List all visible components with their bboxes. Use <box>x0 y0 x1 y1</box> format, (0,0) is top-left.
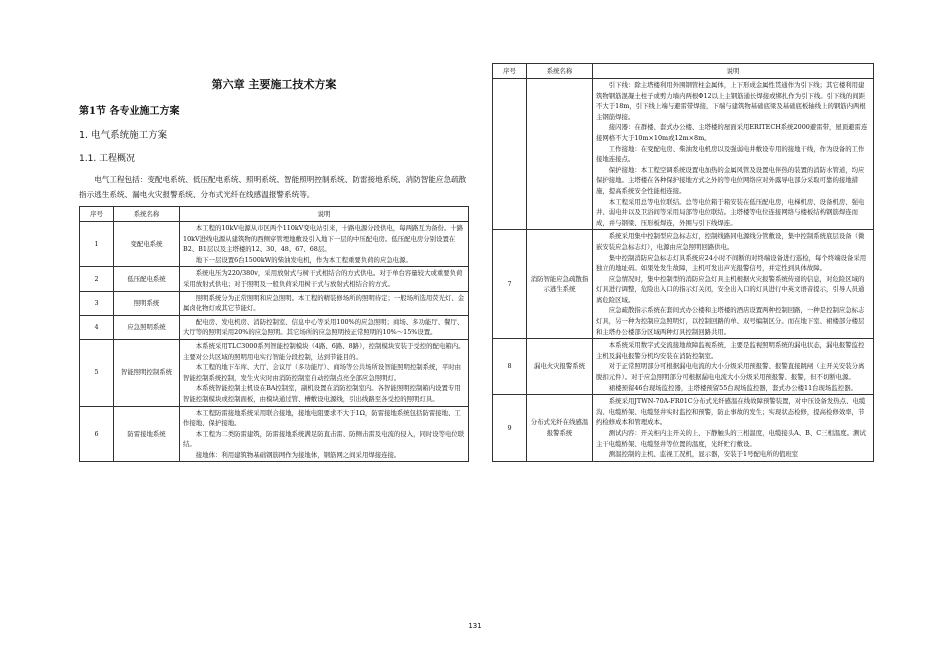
intro-paragraph: 电气工程包括：变配电系统、低压配电系统、照明系统、智能照明控制系统、防雷接地系统、消防智能应急疏散指示逃生系统、漏电火灾报警系统、分布式光纤在线感温报警系统等。 <box>79 175 467 199</box>
system-description <box>180 267 469 291</box>
description-paragraph: 应急疏散指示系统在套间式办公楼和主塔楼的酒店设置两种控制回路，一种是控制应急标志灯具，另一种为控制应急照明灯，以控制回路的单、双号编制区分。而在地下室、裙楼部分楼层和主塔办公楼部分区域两种灯具控制回路共用。 <box>596 306 865 336</box>
description-paragraph: 本工程的地下车库、大厅、会议厅（多功能厅）、商场等公共场所设智能照明控制系统，平时由智能控制系统控制，发生火灾时由消防控制室自动控制点亮全部应急照明灯。 <box>183 363 462 382</box>
system-name <box>527 79 593 230</box>
table-header-row <box>493 64 874 79</box>
description-paragraph: 本工程为二类防雷建筑，防雷接地系统满足防直击雷、防侧击雷及电流的侵入，同时设等电位联结。 <box>183 429 465 449</box>
header-desc: 说明 <box>180 207 469 222</box>
description-paragraph: 本工程防雷接地系统采用联合接地，接地电阻要求不大于1Ω，防雷接地系统包括防雷接地、工作接地、保护接地。 <box>183 408 461 428</box>
description-paragraph: 本系统智能控制主机设在BA控制室，副机设置在消防控制室内。各智能照明控制箱内设置专用智能控制模块或控制面板，由模块通过管、槽敷设电源线，引出线路至各受控的照明灯具。 <box>183 384 461 403</box>
system-name: 应急照明系统 <box>114 315 180 339</box>
system-name: 分布式光纤在线感温报警系统 <box>527 395 593 462</box>
chapter-title: 第六章 主要施工技术方案 <box>211 78 337 91</box>
subsection-title: 1. 电气系统施工方案 <box>79 130 168 141</box>
system-name: 防雷接地系统 <box>114 406 180 462</box>
system-name: 漏电火灾报警系统 <box>527 339 593 395</box>
systems-table-left <box>79 206 469 462</box>
page-number: 131 <box>468 622 482 630</box>
system-description <box>180 406 469 462</box>
description-paragraph: 测温控制的主机、监视工况机，显示器，安装于1号配电所的值班室 <box>608 450 799 459</box>
description-paragraph: 系统采用集中控制型应急标志灯，控制线路同电源线分管敷设，集中控制系统底层设备（微嵌安装应急标志灯），电源由应急照明回路供电。 <box>596 232 865 251</box>
description-paragraph: 引下线：除主塔楼利用外围钢管柱金属体，上下形成金属性贯通作为引下线；其它楼利用建筑物钢筋混凝土柱子或剪力墙内两根Φ12以上主钢筋通长焊接或绑扎作为引下线。引下线的间距不大于18m，引下线上端与避雷带焊接，下端与建筑物基础底梁及基础底板轴线上的钢筋内两根主钢筋焊接。 <box>596 81 866 121</box>
row-number: 4 <box>80 315 114 339</box>
system-name: 变配电系统 <box>114 222 180 267</box>
description-paragraph: 本工程的10kV电源从市区两个110kV变电站引来，十路电源分段供电，每两路互为备份。十路10kV进线电源从建筑物的西侧穿管埋地敷设引入地下一层的中压配电房。低压配电房分别设置在B2、B1层以及主塔楼的12、30、48、67、68层。 <box>183 224 464 254</box>
system-description <box>593 79 874 230</box>
description-paragraph: 测试内容：开关柜内主开关的上、下静触头的三相温度，电缆接头A、B、C三相温度。测试主干电缆桥架、电缆竖井等位置的温度，光纤贮行敷设。 <box>596 429 866 448</box>
header-name: 系统名称 <box>527 64 593 79</box>
row-number: 5 <box>80 339 114 406</box>
row-number: 3 <box>80 291 114 315</box>
table-row <box>80 267 469 291</box>
description-paragraph: 应急情况时，集中控制型的消防应急灯具主机根据火灾报警系统传递的信息，对危险区域的灯具进行调整，危险出入口的指示灯关闭，安全出入口的灯具进行中英文语音提示，引导人员通离危险区域。 <box>596 274 865 304</box>
table-row <box>493 395 874 462</box>
row-number: 9 <box>493 395 527 462</box>
header-no: 序号 <box>493 64 527 79</box>
header-no: 序号 <box>80 207 114 222</box>
table-row <box>80 339 469 406</box>
description-paragraph: 接闪器：在群楼、套式办公楼、主塔楼的屋面采用ERITECH系统2000避雷带，屋顶避雷连接网格不大于10m×10m或12m×8m。 <box>596 123 868 142</box>
description-paragraph: 本系统采用数字式交流接地故障监视系统，主要是监视照明系统的漏电状态，漏电报警监控主机及漏电报警分机均安装在消防控制室。 <box>596 341 865 360</box>
table-row <box>493 79 874 230</box>
description-paragraph: 本工程采用总等电位联结。总等电位箱于箱安装在低压配电房，电梯机房、设备机房、强电井、弱电井以及卫浴间等采用局部等电位联结。主塔楼等电位连接网络与楼板结构钢筋焊连而成，并与钢梁、压形板焊连，外围与引下线焊连。 <box>596 197 865 227</box>
system-description <box>593 230 874 339</box>
description-paragraph: 接地体：利用建筑物基础钢筋网作为接地体，钢筋网之间采用焊接连接。 <box>195 450 401 459</box>
row-number <box>493 79 527 230</box>
system-name: 低压配电系统 <box>114 267 180 291</box>
header-desc: 说明 <box>593 64 874 79</box>
system-name: 智能照明控制系统 <box>114 339 180 406</box>
description-paragraph: 对于正常照明部分可根据漏电电流的大小分级采用预报警、报警直接跳闸（主开关安装分离脱扣元件）。对于应急照明部分可根据漏电电流大小分级采用预报警、报警，但不切断电源。 <box>596 362 865 382</box>
row-number: 1 <box>80 222 114 267</box>
description-paragraph: 保护接地：本工程空调系统设置电加热的金属风管及设置电伴热的装置的消防水管道，均应保护接地。主塔楼在各种保护接地方式之外的等电位网络应对外露导电部分采取可靠的接地措施，提高系统安全性能相连接。 <box>596 165 865 195</box>
left-column <box>79 68 469 462</box>
row-number: 7 <box>493 230 527 339</box>
table-row <box>493 339 874 395</box>
right-column <box>492 63 874 462</box>
system-description <box>180 222 469 267</box>
system-description <box>180 291 469 315</box>
system-description <box>593 395 874 462</box>
systems-table-right <box>492 63 874 462</box>
description-paragraph: 裙楼预留46台现场监控器，主塔楼预留55台现场监控器，套式办公楼11台现场监控器。 <box>608 383 857 392</box>
description-paragraph: 地下一层设置6台1500kW的柴油发电机，作为本工程重要负荷的应急电源。 <box>195 255 412 264</box>
table-body-left <box>80 222 469 462</box>
system-description <box>180 339 469 406</box>
table-row <box>80 291 469 315</box>
description-paragraph: 配电房、发电机房、消防控制室、信息中心等采用100%的应急照明；商场、多功能厅、餐厅、大厅等的照明采用20%的应急照明。其它场所的应急照明按正常照明的10%～15%设置。 <box>183 317 464 337</box>
system-description <box>593 339 874 395</box>
header-name: 系统名称 <box>114 207 180 222</box>
table-body-right <box>493 79 874 462</box>
system-name: 照明系统 <box>114 291 180 315</box>
row-number: 2 <box>80 267 114 291</box>
table-row <box>80 315 469 339</box>
description-paragraph: 集中控制消防应急标志灯具系统应24小时不间断的对终端设备进行巡检，每个终端设备采用独立的地址码。如果处发生故障，主机可发出声光报警信号，并定性到具体故障。 <box>596 253 867 273</box>
row-number: 8 <box>493 339 527 395</box>
table-row <box>493 230 874 339</box>
row-number: 6 <box>80 406 114 462</box>
table-header-row <box>80 207 469 222</box>
description-paragraph: 照明系统分为正常照明和应急照明。本工程的精装修场所的照明待定；一般场所选用荧光灯、金属卤化物灯或其它节能灯。 <box>183 293 465 313</box>
description-paragraph: 系统电压为220/380v，采用放射式与树干式相结合的方式供电。对于单台容量较大或重要负荷采用放射式供电；对于照明及一般负荷采用树干式与放射式相结合的方式。 <box>183 269 463 288</box>
table-row <box>80 222 469 267</box>
description-paragraph: 系统采用JTWN-70A-FR01C分布式光纤感温在线故障预警装置，对中压设备发热点、电缆沟、电缆桥架、电缆竖井实时监控和预警，防止事故的发生；实现状态检修，提高检修效率，节约检修成本和管理成本。 <box>596 397 866 427</box>
system-name: 消防智能应急疏散指示逃生系统 <box>527 230 593 339</box>
subsubsection-title: 1.1. 工程概况 <box>79 154 136 164</box>
description-paragraph: 本系统采用TLC3000系列智能控制模块（4路、6路、8路），控制模块安装于受控的配电箱内。主要对公共区域的照明用电实行智能分段控制，达到节能目的。 <box>183 341 465 361</box>
table-row <box>80 406 469 462</box>
description-paragraph: 工作接地：在变配电房、柴油发电机房以及强弱电井敷设专用的接地干线，作为设备的工作接地连接点。 <box>596 144 865 164</box>
system-description <box>180 315 469 339</box>
section-title: 第1节 各专业施工方案 <box>79 106 180 117</box>
